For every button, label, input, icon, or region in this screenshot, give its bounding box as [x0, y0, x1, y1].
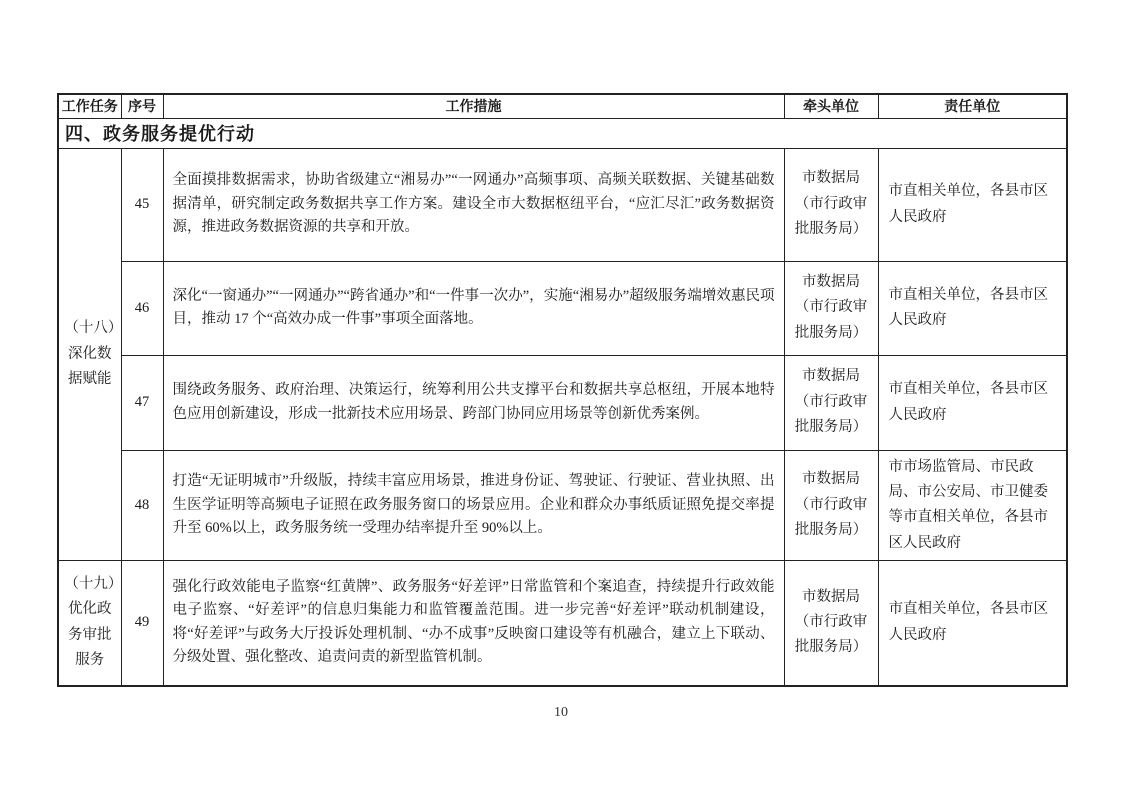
responsible-unit-cell: 市直相关单位，各县市区人民政府 — [878, 148, 1067, 261]
row-number-cell: 47 — [121, 355, 163, 450]
responsible-unit-cell: 市直相关单位，各县市区人民政府 — [878, 561, 1067, 686]
col-header-lead: 牵头单位 — [784, 94, 878, 118]
lead-unit-cell: 市数据局（市行政审批服务局） — [784, 148, 878, 261]
lead-unit-cell: 市数据局（市行政审批服务局） — [784, 355, 878, 450]
row-number-cell: 49 — [121, 561, 163, 686]
col-header-task: 工作任务 — [58, 94, 121, 118]
col-header-responsible: 责任单位 — [878, 94, 1067, 118]
section-header-row — [58, 118, 1067, 148]
responsible-unit-cell: 市直相关单位，各县市区人民政府 — [878, 355, 1067, 450]
table-row — [58, 148, 1067, 261]
table-row — [58, 355, 1067, 450]
work-plan-table — [57, 93, 1068, 687]
col-header-no: 序号 — [121, 94, 163, 118]
lead-unit-cell: 市数据局（市行政审批服务局） — [784, 261, 878, 355]
measure-cell: 深化“一窗通办”“一网通办”“跨省通办”和“一件事一次办”，实施“湘易办”超级服务端增效惠民项目，推动 17 个“高效办成一件事”事项全面落地。 — [163, 261, 784, 355]
lead-unit-cell: 市数据局（市行政审批服务局） — [784, 561, 878, 686]
table-header-row — [58, 94, 1067, 118]
measure-cell: 强化行政效能电子监察“红黄牌”、政务服务“好差评”日常监管和个案追查，持续提升行政效能电子监察、“好差评”的信息归集能力和监管覆盖范围。进一步完善“好差评”联动机制建设，将“好差评”与政务大厅投诉处理机制、“办不成事”反映窗口建设等有机融合，建立上下联动、分级处置、强化整改、追责问责的新型监管机制。 — [163, 561, 784, 686]
responsible-unit-cell: 市直相关单位，各县市区人民政府 — [878, 261, 1067, 355]
table-row — [58, 261, 1067, 355]
table-row — [58, 561, 1067, 686]
lead-unit-cell: 市数据局（市行政审批服务局） — [784, 450, 878, 561]
table-row — [58, 450, 1067, 561]
measure-cell: 围绕政务服务、政府治理、决策运行，统筹利用公共支撑平台和数据共享总枢纽，开展本地特色应用创新建设，形成一批新技术应用场景、跨部门协同应用场景等创新优秀案例。 — [163, 355, 784, 450]
responsible-unit-cell: 市市场监管局、市民政局、市公安局、市卫健委等市直相关单位，各县市区人民政府 — [878, 450, 1067, 561]
task-group-cell: （十八）深化数据赋能 — [58, 148, 121, 561]
measure-cell: 打造“无证明城市”升级版，持续丰富应用场景，推进身份证、驾驶证、行驶证、营业执照、出生医学证明等高频电子证照在政务服务窗口的场景应用。企业和群众办事纸质证照免提交率提升至 60%以上，政务服务统一受理办结率提升至 90%以上。 — [163, 450, 784, 561]
col-header-measure: 工作措施 — [163, 94, 784, 118]
measure-cell: 全面摸排数据需求，协助省级建立“湘易办”“一网通办”高频事项、高频关联数据、关键基础数据清单，研究制定政务数据共享工作方案。建设全市大数据枢纽平台，“应汇尽汇”政务数据资源，推进政务数据资源的共享和开放。 — [163, 148, 784, 261]
page-number: 10 — [554, 705, 568, 720]
task-group-cell: （十九）优化政务审批服务 — [58, 561, 121, 686]
row-number-cell: 48 — [121, 450, 163, 561]
row-number-cell: 46 — [121, 261, 163, 355]
section-title: 四、政务服务提优行动 — [58, 118, 1067, 148]
row-number-cell: 45 — [121, 148, 163, 261]
